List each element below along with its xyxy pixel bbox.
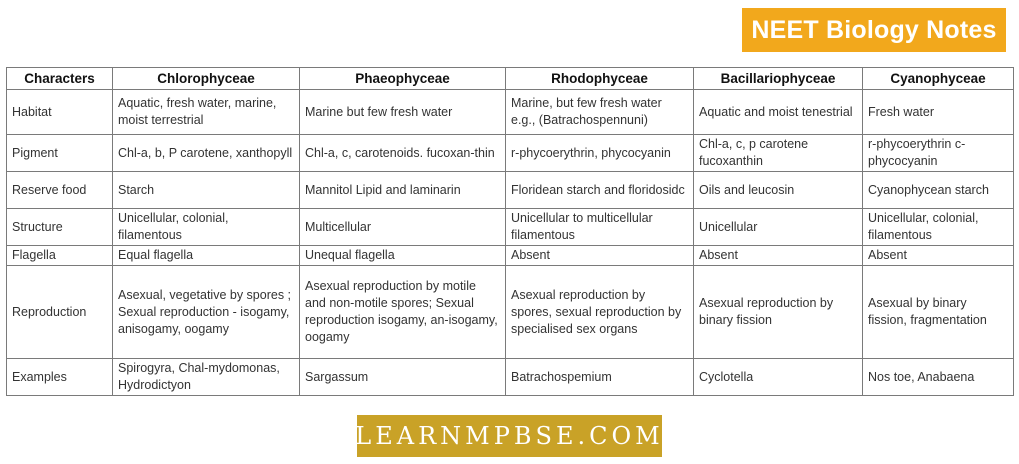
- row-label: Pigment: [7, 135, 113, 172]
- algae-comparison-table: [6, 67, 1014, 396]
- table-cell: Marine, but few fresh water e.g., (Batrachospennuni): [506, 90, 694, 135]
- table-cell: Asexual reproduction by binary fission: [694, 266, 863, 359]
- table-row-flagella: [7, 246, 1014, 266]
- table-cell: r-phycoerythrin c-phycocyanin: [863, 135, 1014, 172]
- row-label: Reserve food: [7, 172, 113, 209]
- header-characters: Characters: [7, 68, 113, 90]
- table-cell: Cyanophycean starch: [863, 172, 1014, 209]
- row-label: Reproduction: [7, 266, 113, 359]
- table-cell: Cyclotella: [694, 359, 863, 396]
- table-row-structure: [7, 209, 1014, 246]
- table-cell: Multicellular: [300, 209, 506, 246]
- table-header-row: [7, 68, 1014, 90]
- row-label: Examples: [7, 359, 113, 396]
- table-cell: Oils and leucosin: [694, 172, 863, 209]
- table-cell: Chl-a, b, P carotene, xanthopyll: [113, 135, 300, 172]
- table-cell: Sargassum: [300, 359, 506, 396]
- table-row-reproduction: [7, 266, 1014, 359]
- table-row-reserve-food: [7, 172, 1014, 209]
- table-cell: Starch: [113, 172, 300, 209]
- header-bacillariophyceae: Bacillariophyceae: [694, 68, 863, 90]
- row-label: Flagella: [7, 246, 113, 266]
- table-cell: Equal flagella: [113, 246, 300, 266]
- table-cell: Absent: [694, 246, 863, 266]
- table-cell: Aquatic, fresh water, marine, moist terrestrial: [113, 90, 300, 135]
- table-cell: Unequal flagella: [300, 246, 506, 266]
- header-rhodophyceae: Rhodophyceae: [506, 68, 694, 90]
- table-cell: Nos toe, Anabaena: [863, 359, 1014, 396]
- table-cell: Batrachospemium: [506, 359, 694, 396]
- table-row-pigment: [7, 135, 1014, 172]
- header-phaeophyceae: Phaeophyceae: [300, 68, 506, 90]
- table-cell: Asexual by binary fission, fragmentation: [863, 266, 1014, 359]
- table-cell: Floridean starch and floridosidc: [506, 172, 694, 209]
- table-cell: Unicellular, colonial, filamentous: [113, 209, 300, 246]
- table-row-examples: [7, 359, 1014, 396]
- table-cell: Fresh water: [863, 90, 1014, 135]
- table-cell: Unicellular to multicellular filamentous: [506, 209, 694, 246]
- table-cell: Aquatic and moist tenestrial: [694, 90, 863, 135]
- table-cell: Spirogyra, Chal-mydomonas, Hydrodictyon: [113, 359, 300, 396]
- table-cell: Asexual reproduction by spores, sexual reproduction by specialised sex organs: [506, 266, 694, 359]
- table-cell: Asexual, vegetative by spores ; Sexual reproduction - isogamy, anisogamy, oogamy: [113, 266, 300, 359]
- neet-biology-notes-badge: NEET Biology Notes: [742, 8, 1006, 52]
- table-cell: r-phycoerythrin, phycocyanin: [506, 135, 694, 172]
- header-cyanophyceae: Cyanophyceae: [863, 68, 1014, 90]
- table-cell: Asexual reproduction by motile and non-motile spores; Sexual reproduction isogamy, an-isogamy, oogamy: [300, 266, 506, 359]
- table-cell: Mannitol Lipid and laminarin: [300, 172, 506, 209]
- table-cell: Chl-a, c, carotenoids. fucoxan-thin: [300, 135, 506, 172]
- table-cell: Unicellular: [694, 209, 863, 246]
- table-cell: Marine but few fresh water: [300, 90, 506, 135]
- table-cell: Unicellular, colonial, filamentous: [863, 209, 1014, 246]
- learnmpbse-logo[interactable]: LEARNMPBSE.COM: [357, 415, 662, 457]
- table-cell: Chl-a, c, p carotene fucoxanthin: [694, 135, 863, 172]
- header-chlorophyceae: Chlorophyceae: [113, 68, 300, 90]
- table-cell: Absent: [506, 246, 694, 266]
- row-label: Structure: [7, 209, 113, 246]
- row-label: Habitat: [7, 90, 113, 135]
- table-cell: Absent: [863, 246, 1014, 266]
- table-row-habitat: [7, 90, 1014, 135]
